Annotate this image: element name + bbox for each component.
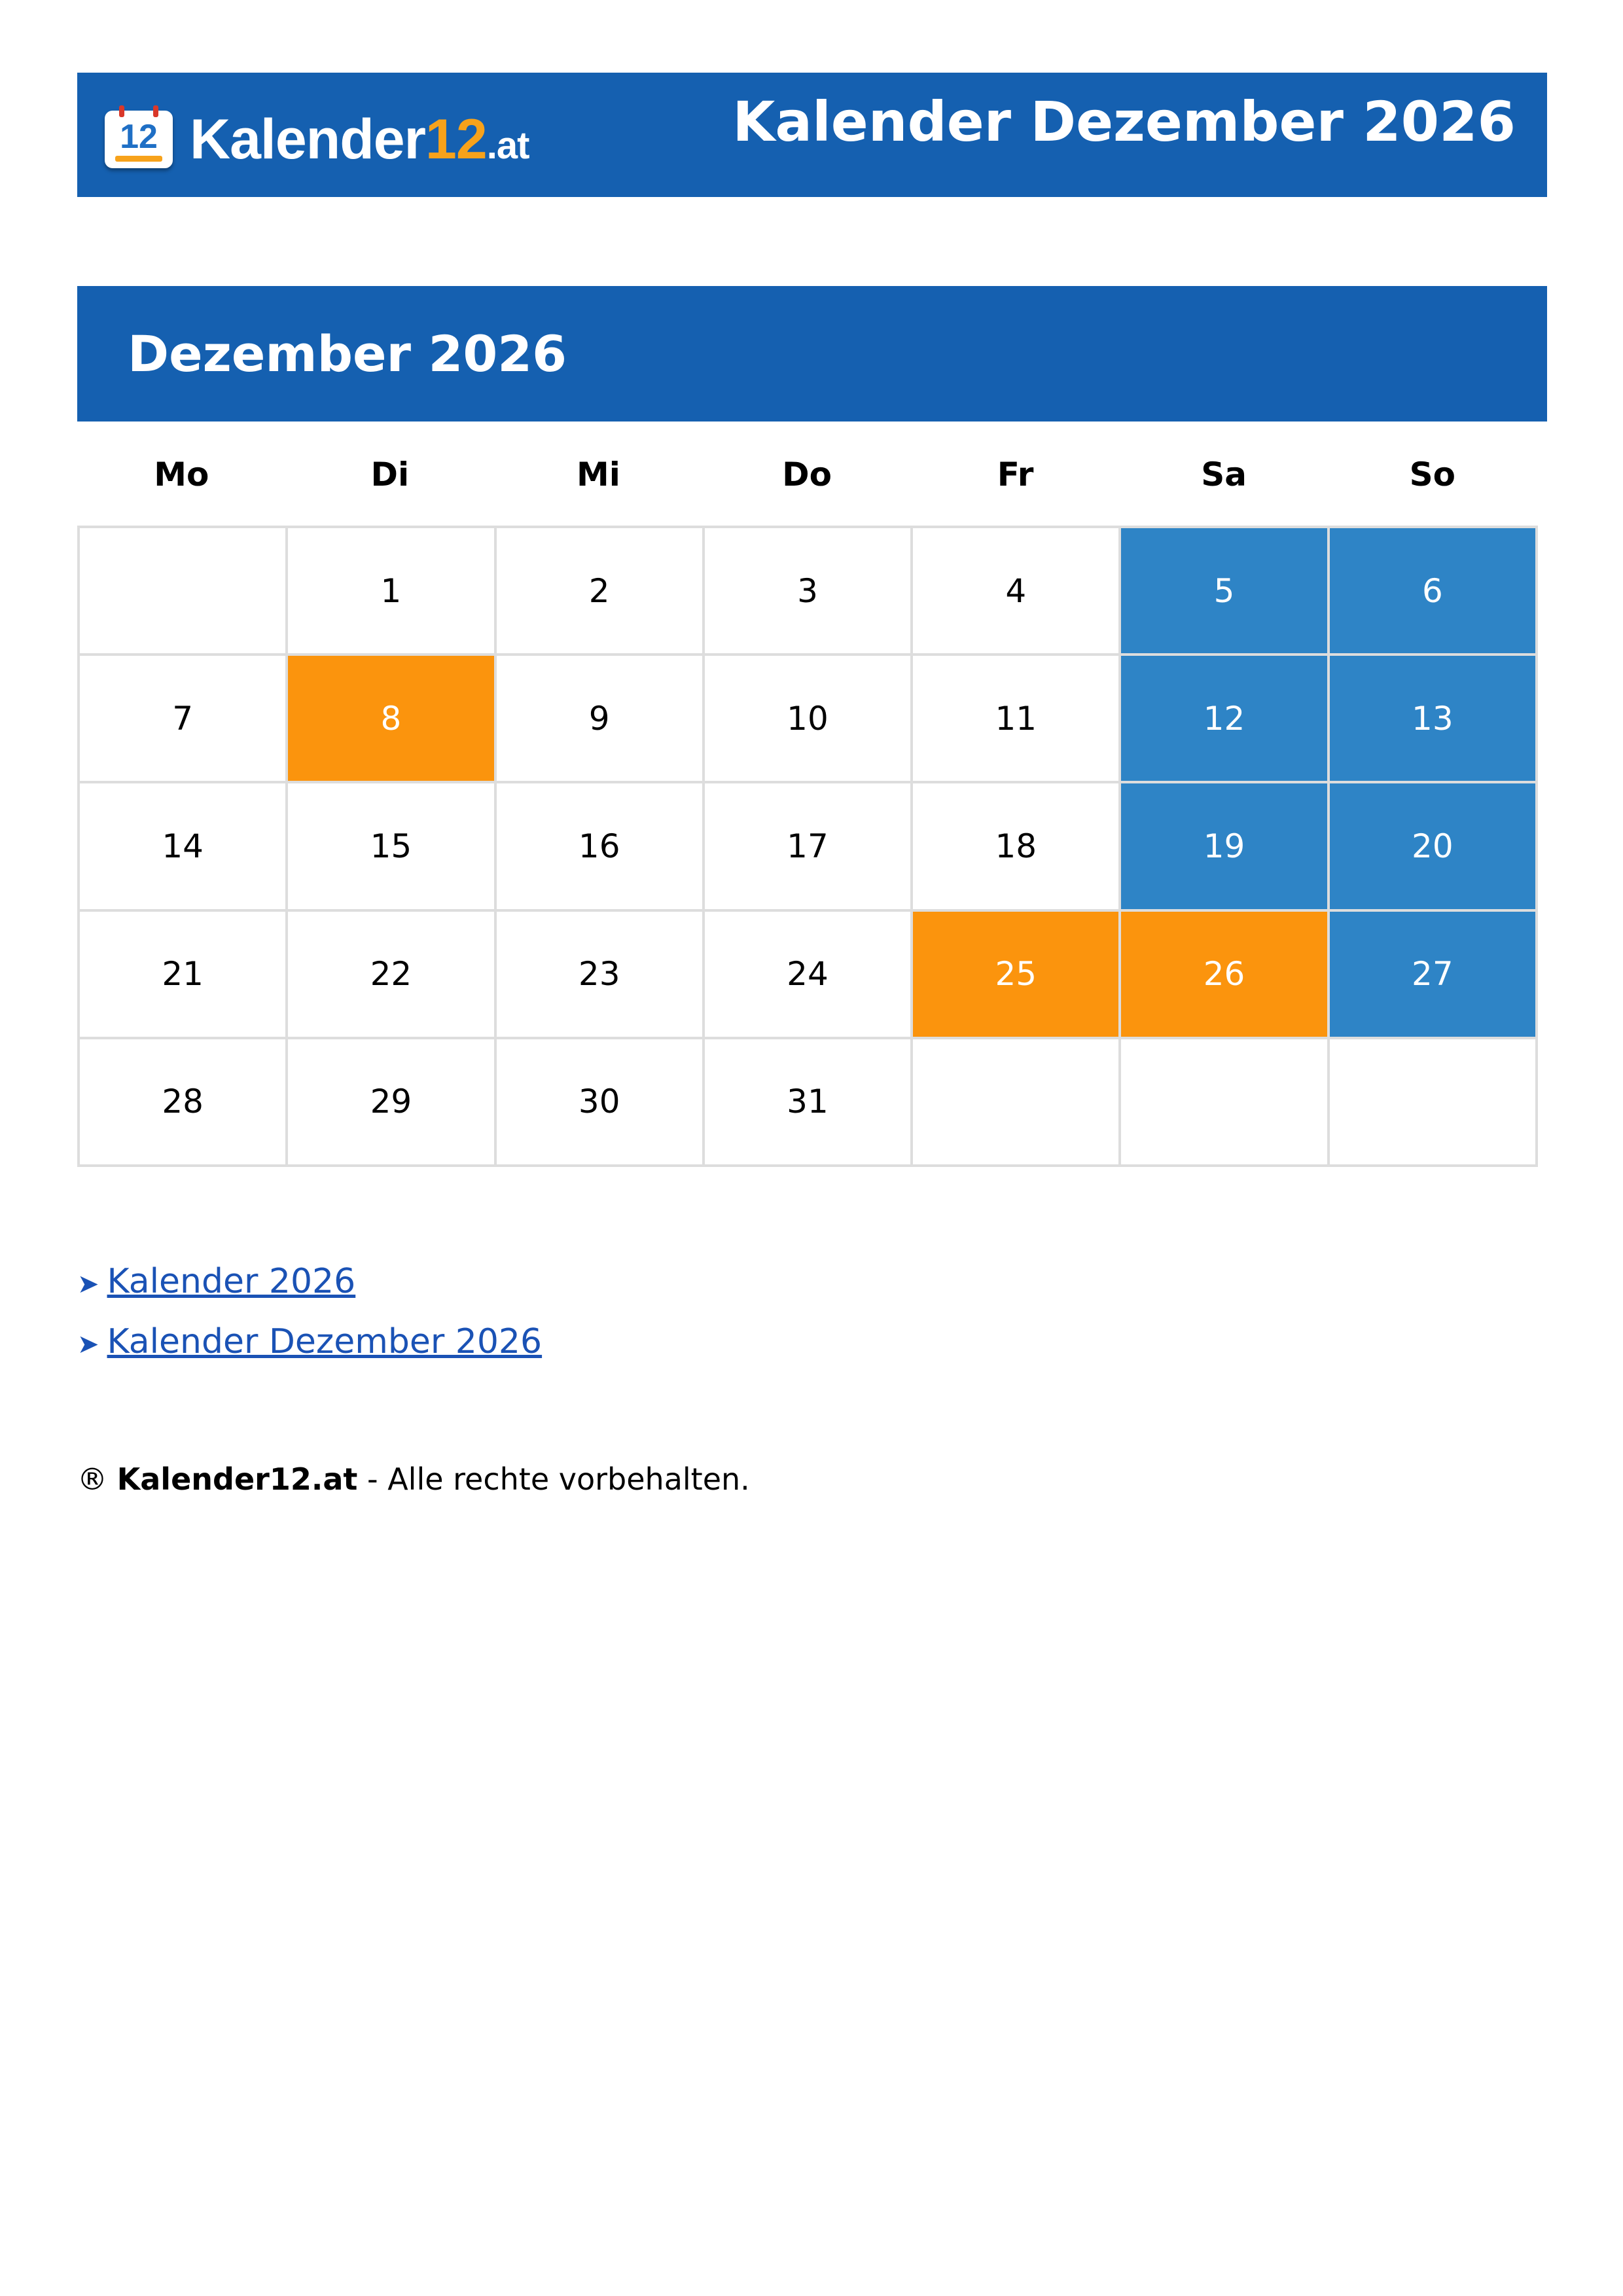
calendar-icon-number: 12 bbox=[120, 118, 158, 156]
day-cell-7: 7 bbox=[80, 656, 288, 783]
day-cell-2: 2 bbox=[497, 528, 705, 656]
calendar-icon-bar bbox=[115, 156, 162, 162]
link-kalender-year[interactable]: Kalender 2026 bbox=[107, 1262, 356, 1301]
link-item bbox=[77, 1251, 542, 1312]
day-cell-14: 14 bbox=[80, 783, 288, 911]
empty-day-cell bbox=[913, 1039, 1121, 1167]
day-cell-27: 27 bbox=[1330, 912, 1538, 1039]
site-logo[interactable] bbox=[105, 107, 529, 172]
day-cell-16: 16 bbox=[497, 783, 705, 911]
footer-brand: Kalender12.at bbox=[116, 1462, 358, 1497]
page-title: Kalender Dezember 2026 bbox=[732, 90, 1516, 154]
logo-name: Kalender bbox=[190, 108, 426, 171]
logo-wordmark bbox=[190, 108, 529, 171]
calendar-icon bbox=[105, 111, 173, 168]
logo-accent: 12 bbox=[425, 108, 487, 171]
day-cell-31: 31 bbox=[705, 1039, 913, 1167]
day-cell-28: 28 bbox=[80, 1039, 288, 1167]
weekday-di: Di bbox=[370, 456, 410, 493]
weekday-do: Do bbox=[782, 456, 832, 493]
calendar-ring-left bbox=[119, 105, 124, 117]
day-cell-1: 1 bbox=[288, 528, 496, 656]
day-cell-30: 30 bbox=[497, 1039, 705, 1167]
day-cell-19: 19 bbox=[1121, 783, 1329, 911]
weekday-header-row bbox=[77, 452, 1537, 497]
day-cell-26: 26 bbox=[1121, 912, 1329, 1039]
weekday-mi: Mi bbox=[576, 456, 620, 493]
link-kalender-month[interactable]: Kalender Dezember 2026 bbox=[107, 1322, 543, 1361]
calendar-ring-right bbox=[153, 105, 158, 117]
day-cell-8: 8 bbox=[288, 656, 496, 783]
day-cell-13: 13 bbox=[1330, 656, 1538, 783]
month-header bbox=[77, 286, 1547, 422]
day-cell-4: 4 bbox=[913, 528, 1121, 656]
month-title: Dezember 2026 bbox=[128, 325, 567, 383]
weekday-fr: Fr bbox=[997, 456, 1034, 493]
day-cell-21: 21 bbox=[80, 912, 288, 1039]
day-cell-6: 6 bbox=[1330, 528, 1538, 656]
day-cell-29: 29 bbox=[288, 1039, 496, 1167]
day-cell-22: 22 bbox=[288, 912, 496, 1039]
day-cell-5: 5 bbox=[1121, 528, 1329, 656]
day-cell-3: 3 bbox=[705, 528, 913, 656]
day-cell-12: 12 bbox=[1121, 656, 1329, 783]
day-cell-24: 24 bbox=[705, 912, 913, 1039]
day-cell-20: 20 bbox=[1330, 783, 1538, 911]
link-item bbox=[77, 1312, 542, 1372]
day-cell-25: 25 bbox=[913, 912, 1121, 1039]
weekday-mo: Mo bbox=[154, 456, 209, 493]
day-cell-18: 18 bbox=[913, 783, 1121, 911]
day-cell-9: 9 bbox=[497, 656, 705, 783]
day-cell-15: 15 bbox=[288, 783, 496, 911]
empty-day-cell bbox=[80, 528, 288, 656]
weekday-so: So bbox=[1409, 456, 1455, 493]
day-cell-10: 10 bbox=[705, 656, 913, 783]
related-links bbox=[77, 1251, 542, 1372]
day-cell-17: 17 bbox=[705, 783, 913, 911]
registered-symbol: ® bbox=[77, 1462, 107, 1497]
arrow-right-icon: ➤ bbox=[77, 1329, 99, 1359]
empty-day-cell bbox=[1121, 1039, 1329, 1167]
weekday-sa: Sa bbox=[1201, 456, 1247, 493]
footer-text: - Alle rechte vorbehalten. bbox=[357, 1462, 750, 1497]
day-cell-23: 23 bbox=[497, 912, 705, 1039]
logo-tld: .at bbox=[486, 124, 529, 167]
footer bbox=[77, 1454, 750, 1504]
day-cell-11: 11 bbox=[913, 656, 1121, 783]
site-header bbox=[77, 73, 1547, 197]
arrow-right-icon: ➤ bbox=[77, 1269, 99, 1299]
calendar-grid bbox=[77, 526, 1538, 1167]
empty-day-cell bbox=[1330, 1039, 1538, 1167]
